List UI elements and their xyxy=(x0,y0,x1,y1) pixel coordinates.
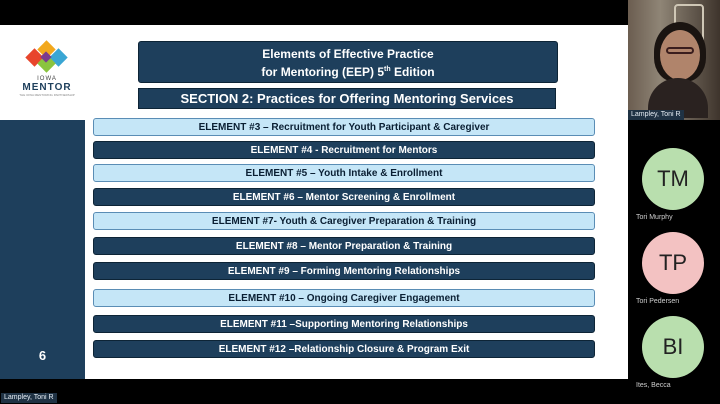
logo-word-top: IOWA xyxy=(37,76,57,82)
participant-tile[interactable] xyxy=(628,316,720,404)
element-row: ELEMENT #12 –Relationship Closure & Program Exit xyxy=(93,340,595,358)
element-row: ELEMENT #11 –Supporting Mentoring Relationships xyxy=(93,315,595,333)
participant-tile[interactable] xyxy=(628,148,720,236)
avatar: BI xyxy=(642,316,704,378)
page-number: 6 xyxy=(38,348,47,363)
presenter-name-label: Lampley, Toni R xyxy=(1,393,57,403)
element-row: ELEMENT #10 – Ongoing Caregiver Engagement xyxy=(93,289,595,307)
speaker-video-tile[interactable] xyxy=(628,0,720,120)
slide-sidebar xyxy=(0,120,85,379)
element-row: ELEMENT #5 – Youth Intake & Enrollment xyxy=(93,164,595,182)
element-row: ELEMENT #6 – Mentor Screening & Enrollment xyxy=(93,188,595,206)
logo-mark-icon xyxy=(26,43,68,73)
element-row: ELEMENT #8 – Mentor Preparation & Training xyxy=(93,237,595,255)
participant-name: Tori Murphy xyxy=(636,214,673,221)
avatar: TM xyxy=(642,148,704,210)
logo-tagline: THE IOWA MENTORING PARTNERSHIP xyxy=(19,93,75,97)
slide-title xyxy=(138,41,558,83)
participant-name: Tori Pedersen xyxy=(636,298,680,305)
element-row: ELEMENT #3 – Recruitment for Youth Participant & Caregiver xyxy=(93,118,595,136)
element-row: ELEMENT #9 – Forming Mentoring Relationships xyxy=(93,262,595,280)
title-line-1: Elements of Effective Practice xyxy=(262,47,434,61)
iowa-mentor-logo xyxy=(18,43,76,97)
participant-name: Ites, Becca xyxy=(636,382,671,389)
title-line-2: for Mentoring (EEP) 5th Edition xyxy=(261,65,435,79)
avatar: TP xyxy=(642,232,704,294)
element-row: ELEMENT #4 - Recruitment for Mentors xyxy=(93,141,595,159)
section-heading: SECTION 2: Practices for Offering Mentoring Services xyxy=(138,88,556,109)
logo-word-main: MENTOR xyxy=(22,82,72,93)
participant-tile[interactable] xyxy=(628,232,720,320)
element-row: ELEMENT #7- Youth & Caregiver Preparation & Training xyxy=(93,212,595,230)
speaker-name-label: Lampley, Toni R xyxy=(628,110,684,120)
speaker-face xyxy=(660,30,700,80)
